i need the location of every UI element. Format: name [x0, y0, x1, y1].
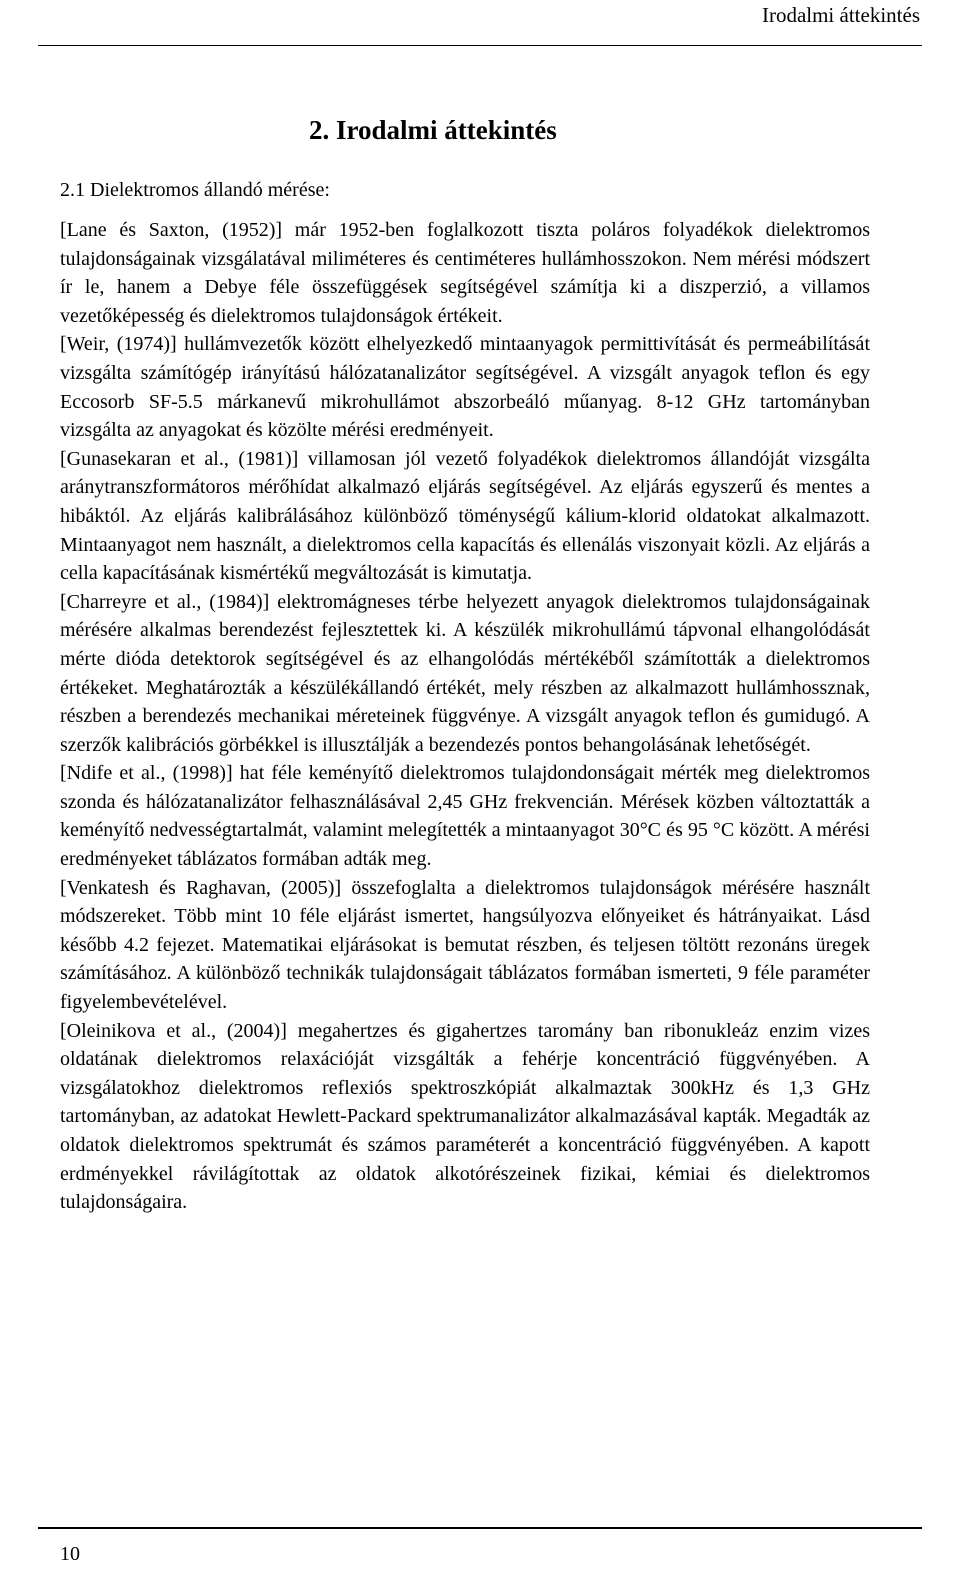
paragraph-gunasekaran: [Gunasekaran et al., (1981)] villamosan jól vezető folyadékok dielektromos állandóját vizsgálta aránytranszformátoros mérőhídat alkalmazó eljárás segítségével. Az eljárás egyszerű és mentes a hibáktól. Az eljárás kalibrálásához különböző töménységű kálium-klorid oldatokat alkalmazott. Mintaanyagot nem használt, a dielektromos cella kapacítás és ellenálás viszonyait közli. Az eljárás a cella kapacításának kismértékű megváltozását is kimutatja. — [60, 447, 870, 585]
body-text — [60, 216, 870, 1217]
header-divider — [38, 45, 922, 46]
paragraph-charreyre: [Charreyre et al., (1984)] elektromágneses térbe helyezett anyagok dielektromos tulajdonságainak mérésére alkalmas berendezést fejlesztettek ki. A készülék mikrohullámú tápvonal elhangolódását mérte dióda detektorok segítségével és az elhangolódás mértékéből számították a dielektromos értékeket. Meghatározták a készülékállandó értékét, mely részben az alkalmazott hullámhossznak, részben a berendezés mechanikai méreteinek függvénye. A vizsgált anyagok teflon és gumidugó. A szerzők kalibrációs görbékkel is illusztálják a bezendezés pontos behangolásának lehetőségét. — [60, 590, 870, 756]
section-title: 2.1 Dielektromos állandó mérése: — [60, 179, 330, 201]
page-number: 10 — [60, 1543, 80, 1565]
footer-divider — [38, 1527, 922, 1529]
paragraph-oleinikova: [Oleinikova et al., (2004)] megahertzes és gigahertzes taromány ban ribonukleáz enzim vizes oldatának dielektromos relaxációját vizsgálták a fehérje koncentráció függvényében. A vizsgálatokhoz dielektromos reflexiós spektroszkópiát alkalmaztak 300kHz és 1,3 GHz tartományban, az adatokat Hewlett-Packard spektrumanalizátor alkalmazásával kapták. Megadták az oldatok dielektromos spektrumát és számos paraméterét a koncentráció függvényében. A kapott erdményekkel rávilágítottak az oldatok alkotórészeinek fizikai, kémiai és dielektromos tulajdonságaira. — [60, 1019, 870, 1214]
running-header: Irodalmi áttekintés — [761, 3, 920, 27]
chapter-title: 2. Irodalmi áttekintés — [309, 115, 557, 145]
paragraph-ndife: [Ndife et al., (1998)] hat féle keményítő dielektromos tulajdondonságait mérték meg dielektromos szonda és hálózatanalizátor felhasználásával 2,45 GHz frekvencián. Mérések közben változtatták a keményítő nedvességtartalmát, valamint melegítették a mintaanyagot 30°C és 95 °C között. A mérési eredményeket táblázatos formában adták meg. — [60, 762, 870, 871]
paragraph-venkatesh-raghavan: [Venkatesh és Raghavan, (2005)] összefoglalta a dielektromos tulajdonságok mérésére használt módszereket. Több mint 10 féle eljárást ismertet, hangsúlyozva előnyeiket és hátrányaikat. Lásd később 4.2 fejezet. Matematikai eljárásokat is bemutat részben, és teljesen töltött rezonáns üregek számításához. A különböző technikák tulajdonságait táblázatos formában ismerteti, 9 féle paraméter figyelembevételével. — [60, 876, 870, 1014]
paragraph-lane-saxton: [Lane és Saxton, (1952)] már 1952-ben foglalkozott tiszta poláros folyadékok dielektromos tulajdonságainak vizsgálatával miliméteres és centiméteres hullámhosszokon. Nem mérési módszert ír le, hanem a Debye féle összefüggések segítségével számítja ki a diszperzió, a villamos vezetőképesség és dielektromos tulajdonságok értékeit. — [60, 219, 870, 327]
paragraph-weir: [Weir, (1974)] hullámvezetők között elhelyezkedő mintaanyagok permittivítását és permeábilítását vizsgálta számítógép irányítású hálózatanalizátor segítségével. A vizsgált anyagok teflon és egy Eccosorb SF-5.5 márkanevű mikrohullámot abszorbeáló műanyag. 8-12 GHz tartományban vizsgálta az anyagokat és közölte mérési eredményeit. — [60, 333, 870, 442]
